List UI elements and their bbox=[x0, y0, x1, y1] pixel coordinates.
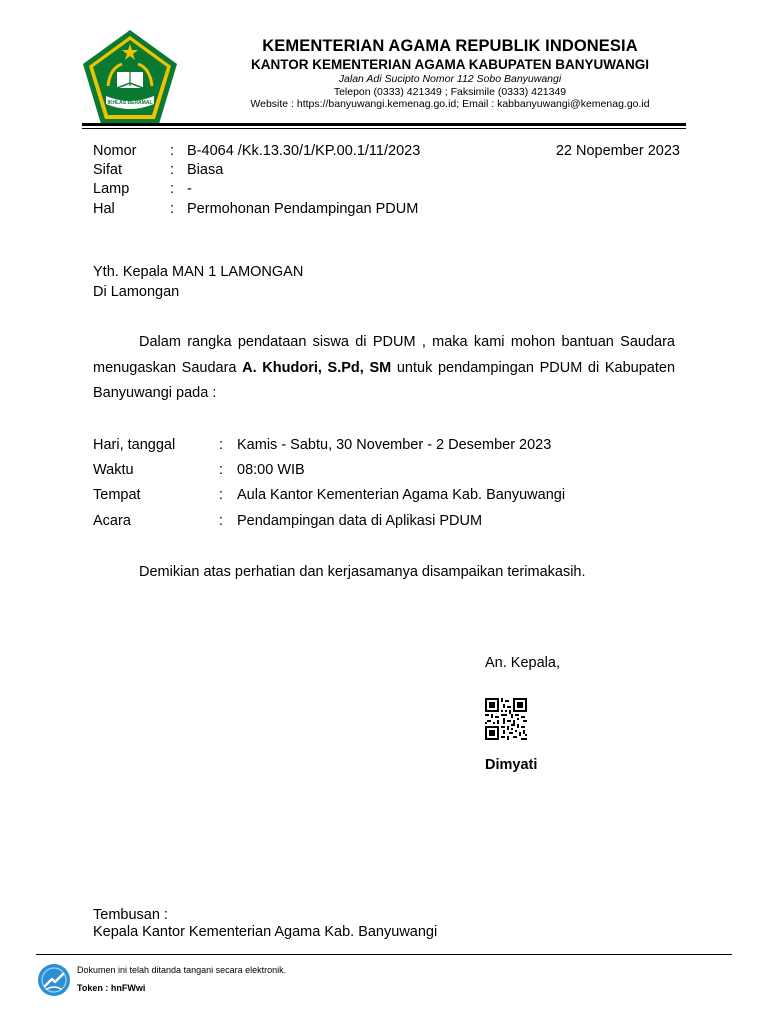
waktu-value: 08:00 WIB bbox=[237, 462, 305, 478]
office-title: KANTOR KEMENTERIAN AGAMA KABUPATEN BANYUWANGI bbox=[251, 57, 649, 72]
waktu-label: Waktu bbox=[93, 462, 134, 478]
logo-motto: IKHLAS BERAMAL bbox=[107, 100, 153, 106]
signature-qr-code bbox=[485, 698, 527, 740]
sifat-label: Sifat bbox=[93, 162, 123, 178]
office-address: Jalan Adi Sucipto Nomor 112 Sobo Banyuwangi bbox=[338, 73, 562, 85]
acara-value: Pendampingan data di Aplikasi PDUM bbox=[237, 513, 483, 529]
lamp-label: Lamp bbox=[93, 181, 130, 197]
nomor-colon: : bbox=[170, 143, 175, 159]
hari-colon: : bbox=[219, 437, 224, 453]
recipient-line-2: Di Lamongan bbox=[93, 284, 180, 300]
recipient-line-1: Yth. Kepala MAN 1 LAMONGAN bbox=[93, 264, 304, 280]
nomor-label: Nomor bbox=[93, 143, 137, 159]
tempat-colon: : bbox=[219, 487, 224, 503]
acara-colon: : bbox=[219, 513, 224, 529]
waktu-colon: : bbox=[219, 462, 224, 478]
cc-item: Kepala Kantor Kementerian Agama Kab. Banyuwangi bbox=[93, 924, 438, 940]
footer-divider bbox=[36, 954, 732, 955]
acara-label: Acara bbox=[93, 513, 131, 529]
lamp-value: - bbox=[187, 181, 192, 197]
letter-date: 22 Nopember 2023 bbox=[555, 143, 680, 159]
hari-label: Hari, tanggal bbox=[93, 437, 176, 453]
esign-logo-icon bbox=[38, 964, 70, 996]
closing-sentence: Demikian atas perhatian dan kerjasamanya disampaikan terimakasih. bbox=[139, 564, 586, 580]
footer-token: Token : hnFWwi bbox=[77, 983, 146, 993]
body-part-1: Dalam rangka pendataan siswa di PDUM , maka kami mohon bantuan Saudara menugaskan Saudara bbox=[93, 334, 675, 376]
body-part-2: untuk pendampingan PDUM di Kabupaten Banyuwangi pada : bbox=[93, 359, 676, 401]
sifat-value: Biasa bbox=[187, 162, 224, 178]
tempat-value: Aula Kantor Kementerian Agama Kab. Banyuwangi bbox=[237, 487, 566, 503]
kemenag-logo bbox=[80, 28, 180, 128]
cc-label: Tembusan : bbox=[93, 907, 168, 923]
sifat-colon: : bbox=[170, 162, 175, 178]
tempat-label: Tempat bbox=[93, 487, 141, 503]
hari-value: Kamis - Sabtu, 30 November - 2 Desember 2023 bbox=[237, 437, 552, 453]
office-phone: Telepon (0333) 421349 ; Faksimile (0333) 421349 bbox=[333, 86, 567, 98]
signatory-name: Dimyati bbox=[485, 757, 538, 773]
body-paragraph bbox=[93, 330, 675, 407]
ministry-title: KEMENTERIAN AGAMA REPUBLIK INDONESIA bbox=[262, 37, 638, 55]
nomor-value: B-4064 /Kk.13.30/1/KP.00.1/11/2023 bbox=[187, 143, 421, 159]
hal-value: Permohonan Pendampingan PDUM bbox=[187, 201, 419, 217]
footer-esign-note: Dokumen ini telah ditanda tangani secara elektronik. bbox=[77, 965, 287, 975]
assigned-person: A. Khudori, S.Pd, SM bbox=[242, 359, 392, 376]
hal-label: Hal bbox=[93, 201, 115, 217]
letterhead-rule-thin bbox=[82, 128, 686, 129]
office-web-email: Website : https://banyuwangi.kemenag.go.id; Email : kabbanyuwangi@kemenag.go.id bbox=[250, 98, 650, 110]
letterhead-rule-thick bbox=[82, 123, 686, 126]
hal-colon: : bbox=[170, 201, 175, 217]
signature-title: An. Kepala, bbox=[485, 655, 560, 671]
lamp-colon: : bbox=[170, 181, 175, 197]
